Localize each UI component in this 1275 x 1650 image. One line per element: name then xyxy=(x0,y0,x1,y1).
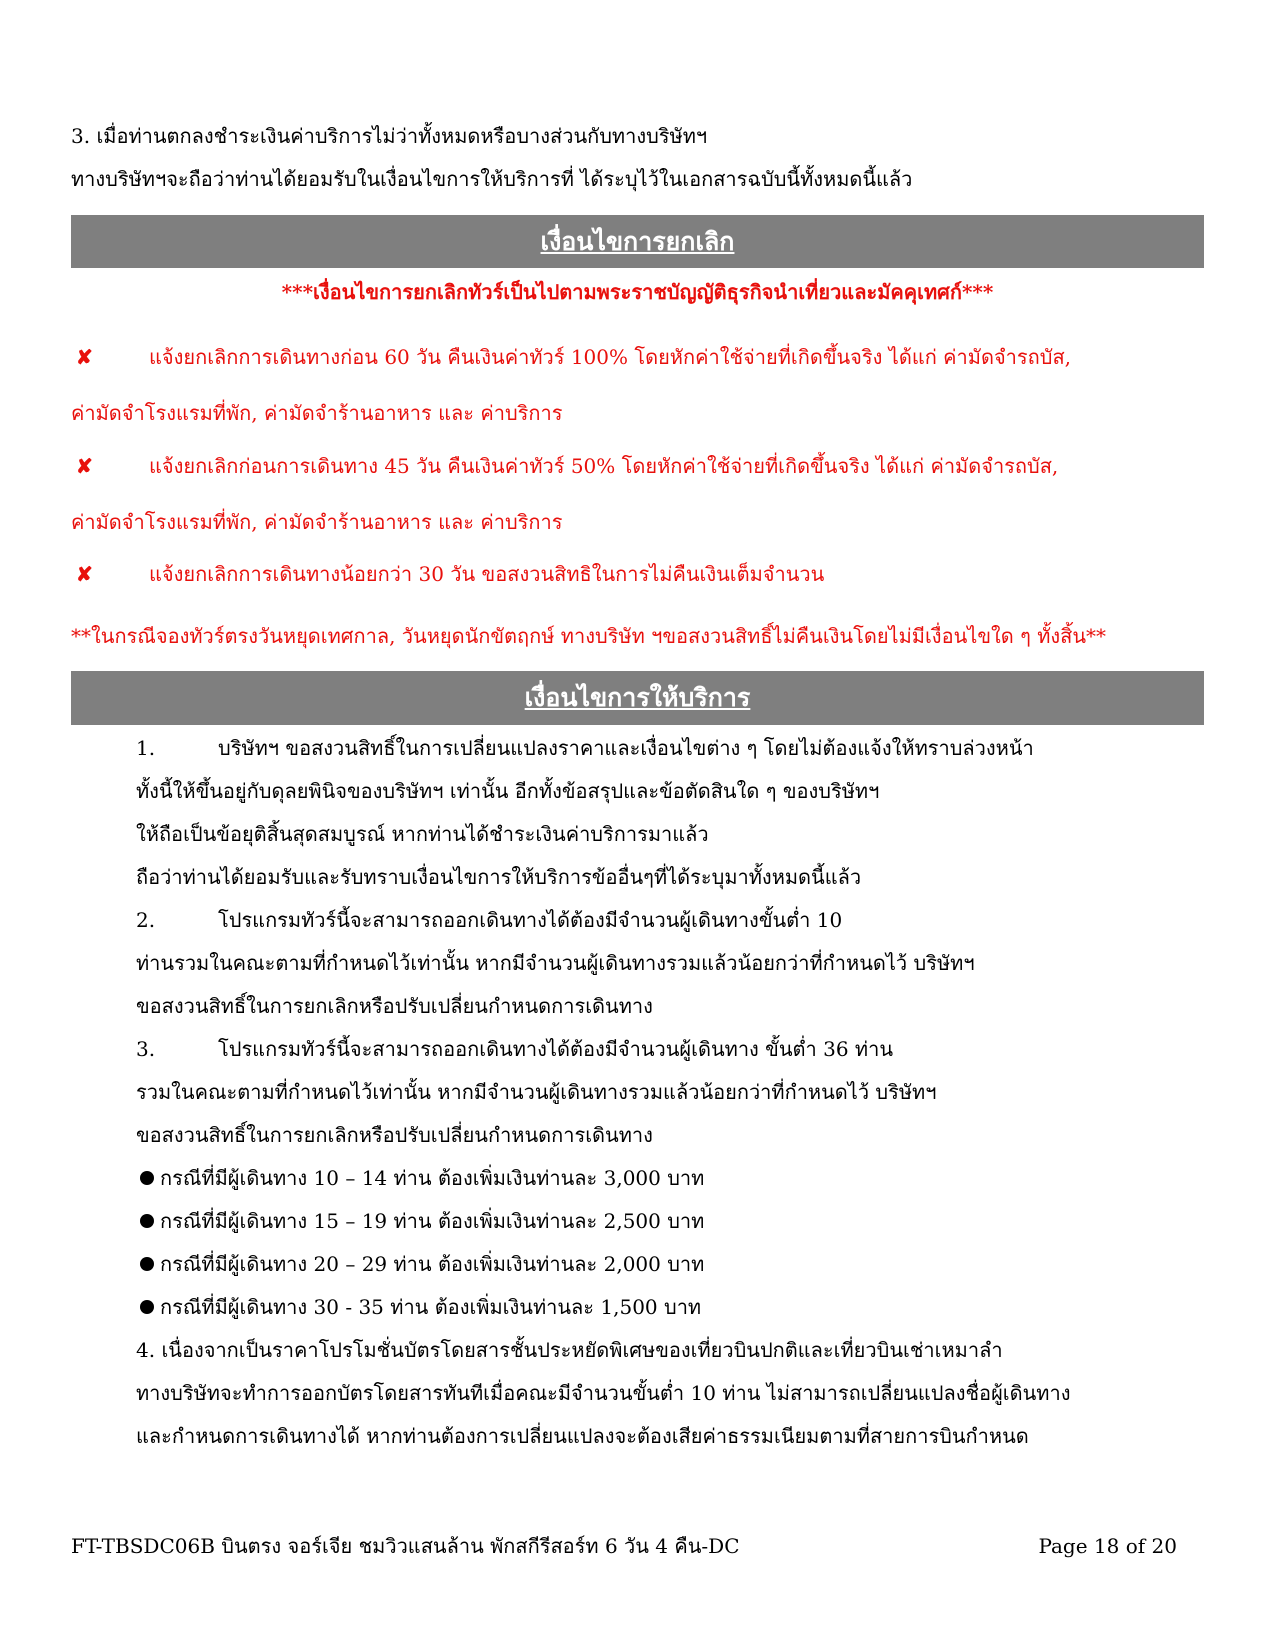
service-item-3-line-2: รวมในคณะตามที่กำหนดไว้เท่านั้น หากมีจำนวนผู้เดินทางรวมแล้วน้อยกว่าที่กำหนดไว้ บริษัทฯ xyxy=(136,1080,937,1104)
cross-mark-icon: ✘ xyxy=(76,345,93,369)
bullet-dot-icon xyxy=(140,1257,154,1271)
service-item-1 xyxy=(136,734,1136,762)
intro-line-2: ทางบริษัทฯจะถือว่าท่านได้ยอมรับในเงื่อนไขการให้บริการที่ ได้ระบุไว้ในเอกสารฉบับนี้ทั้งหมดนี้แล้ว xyxy=(71,167,913,191)
footer-document-code: FT-TBSDC06B บินตรง จอร์เจีย ชมวิวแสนล้าน พักสกีรีสอร์ท 6 วัน 4 คืน-DC xyxy=(71,1534,740,1558)
service-item-3-line-1: โปรแกรมทัวร์นี้จะสามารถออกเดินทางได้ต้องมีจำนวนผู้เดินทาง ขั้นต่ำ 36 ท่าน xyxy=(218,1037,893,1061)
service-item-3-line-3: ขอสงวนสิทธิ์ในการยกเลิกหรือปรับเปลี่ยนกำหนดการเดินทาง xyxy=(136,1123,653,1147)
service-item-1-line-1: บริษัทฯ ขอสงวนสิทธิ์ในการเปลี่ยนแปลงราคาและเงื่อนไขต่าง ๆ โดยไม่ต้องแจ้งให้ทราบล่วงหน้า xyxy=(218,736,1034,760)
service-item-4-line-2: ทางบริษัทจะทำการออกบัตรโดยสารทันทีเมื่อคณะมีจำนวนขั้นต่ำ 10 ท่าน ไม่สามารถเปลี่ยนแปลงชื่อผู้เดินทาง xyxy=(136,1381,1071,1405)
cancel-condition-line-2: ค่ามัดจำโรงแรมที่พัก, ค่ามัดจำร้านอาหาร และ ค่าบริการ xyxy=(71,401,563,425)
service-section-title: เงื่อนไขการให้บริการ xyxy=(71,671,1204,725)
service-item-1-line-2: ทั้งนี้ให้ขึ้นอยู่กับดุลยพินิจของบริษัทฯ เท่านั้น อีกทั้งข้อสรุปและข้อตัดสินใด ๆ ของบริษัทฯ xyxy=(136,779,880,803)
surcharge-text: กรณีที่มีผู้เดินทาง 10 – 14 ท่าน ต้องเพิ่มเงินท่านละ 3,000 บาท xyxy=(160,1166,705,1190)
cancel-condition xyxy=(71,452,1204,536)
item-number: 3. xyxy=(136,1037,156,1061)
service-item-4-line-3: และกำหนดการเดินทางได้ หากท่านต้องการเปลี่ยนแปลงจะต้องเสียค่าธรรมเนียมตามที่สายการบินกำหนด xyxy=(136,1424,1029,1448)
item-number: 1. xyxy=(136,736,156,760)
surcharge-bullet xyxy=(140,1164,704,1192)
surcharge-bullet xyxy=(140,1207,704,1235)
surcharge-text: กรณีที่มีผู้เดินทาง 20 – 29 ท่าน ต้องเพิ่มเงินท่านละ 2,000 บาท xyxy=(160,1252,705,1276)
service-item-1-line-4: ถือว่าท่านได้ยอมรับและรับทราบเงื่อนไขการให้บริการข้ออื่นๆที่ได้ระบุมาทั้งหมดนี้แล้ว xyxy=(136,865,862,889)
service-item-4-line-1: 4. เนื่องจากเป็นราคาโปรโมชั่นบัตรโดยสารชั้นประหยัดพิเศษของเที่ยวบินปกติและเที่ยวบินเช่าเหมาลำ xyxy=(136,1338,1003,1362)
cancel-section-subtitle: ***เงื่อนไขการยกเลิกทัวร์เป็นไปตามพระราชบัญญัติธุรกิจนำเที่ยวและมัคคุเทศก์*** xyxy=(281,280,994,304)
service-item-3 xyxy=(136,1035,1136,1063)
cancel-condition-line-1: แจ้งยกเลิกการเดินทางก่อน 60 วัน คืนเงินค่าทัวร์ 100% โดยหักค่าใช้จ่ายที่เกิดขึ้นจริง ได้แก่ ค่ามัดจำรถบัส, xyxy=(149,345,1072,369)
surcharge-bullet xyxy=(140,1293,701,1321)
cancel-note: **ในกรณีจองทัวร์ตรงวันหยุดเทศกาล, วันหยุดนักขัตฤกษ์ ทางบริษัท ฯขอสงวนสิทธิ์ไม่คืนเงินโดยไม่มีเงื่อนไขใด ๆ ทั้งสิ้น** xyxy=(71,624,1107,648)
cancel-section-title: เงื่อนไขการยกเลิก xyxy=(71,215,1204,268)
item-number: 2. xyxy=(136,908,156,932)
service-item-1-line-3: ให้ถือเป็นข้อยุติสิ้นสุดสมบูรณ์ หากท่านได้ชำระเงินค่าบริการมาแล้ว xyxy=(136,822,709,846)
cancel-condition xyxy=(71,560,1204,588)
service-item-2-line-2: ท่านรวมในคณะตามที่กำหนดไว้เท่านั้น หากมีจำนวนผู้เดินทางรวมแล้วน้อยกว่าที่กำหนดไว้ บริษัทฯ xyxy=(136,951,975,975)
footer-page-number: Page 18 of 20 xyxy=(1038,1534,1177,1558)
service-item-2-line-3: ขอสงวนสิทธิ์ในการยกเลิกหรือปรับเปลี่ยนกำหนดการเดินทาง xyxy=(136,994,653,1018)
cancel-condition xyxy=(71,343,1204,427)
bullet-dot-icon xyxy=(140,1300,154,1314)
service-item-2-line-1: โปรแกรมทัวร์นี้จะสามารถออกเดินทางได้ต้องมีจำนวนผู้เดินทางขั้นต่ำ 10 xyxy=(218,908,843,932)
surcharge-text: กรณีที่มีผู้เดินทาง 15 – 19 ท่าน ต้องเพิ่มเงินท่านละ 2,500 บาท xyxy=(160,1209,705,1233)
bullet-dot-icon xyxy=(140,1214,154,1228)
surcharge-text: กรณีที่มีผู้เดินทาง 30 - 35 ท่าน ต้องเพิ่มเงินท่านละ 1,500 บาท xyxy=(160,1295,702,1319)
bullet-dot-icon xyxy=(140,1171,154,1185)
cancel-condition-line-1: แจ้งยกเลิกก่อนการเดินทาง 45 วัน คืนเงินค่าทัวร์ 50% โดยหักค่าใช้จ่ายที่เกิดขึ้นจริง ได้แก่ ค่ามัดจำรถบัส, xyxy=(149,454,1059,478)
cross-mark-icon: ✘ xyxy=(76,454,93,478)
surcharge-bullet xyxy=(140,1250,704,1278)
cancel-condition-line-2: ค่ามัดจำโรงแรมที่พัก, ค่ามัดจำร้านอาหาร และ ค่าบริการ xyxy=(71,510,563,534)
cancel-condition-line-1: แจ้งยกเลิกการเดินทางน้อยกว่า 30 วัน ขอสงวนสิทธิในการไม่คืนเงินเต็มจำนวน xyxy=(149,562,825,586)
cross-mark-icon: ✘ xyxy=(76,562,93,586)
service-item-2 xyxy=(136,906,1136,934)
intro-line-1: 3. เมื่อท่านตกลงชำระเงินค่าบริการไม่ว่าทั้งหมดหรือบางส่วนกับทางบริษัทฯ xyxy=(71,124,708,148)
